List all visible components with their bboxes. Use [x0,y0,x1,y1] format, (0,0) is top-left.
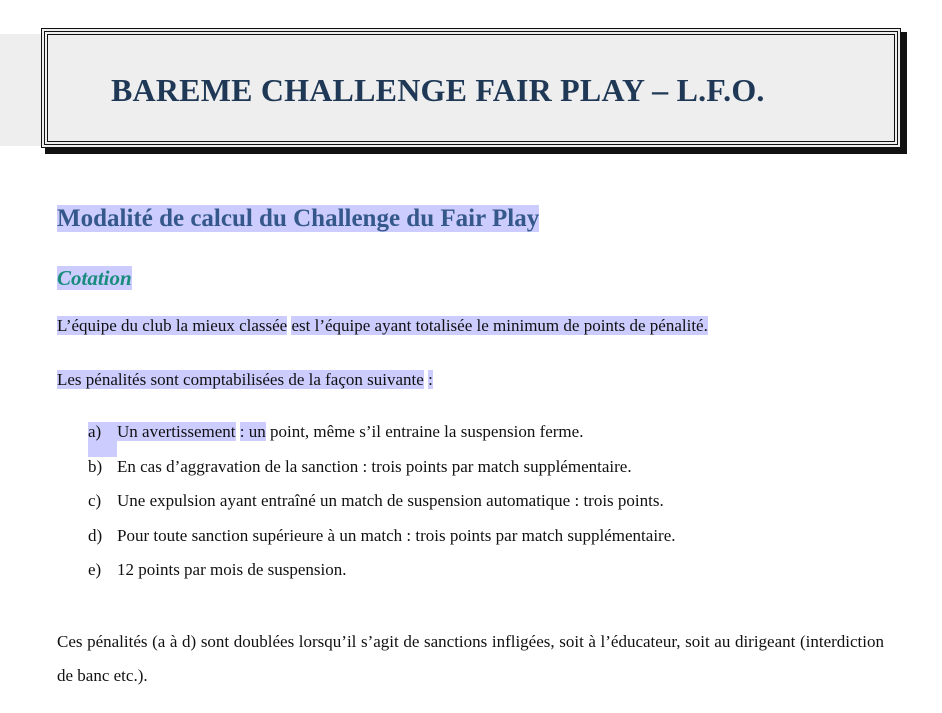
list-item [88,491,676,526]
margin-shade [0,34,42,146]
list-item [88,457,676,492]
list-item-marker: e) [88,560,102,579]
section-heading-text: Modalité de calcul du Challenge du Fair Play [57,205,540,232]
paragraph-ranking-part3: est l’équipe ayant totalisée le minimum de points de pénalité. [291,316,708,335]
list-item-text: point, même s’il entraine la suspension ferme. [265,422,584,441]
list-item-highlight-2: : un [239,422,266,441]
list-item [88,560,676,595]
list-item-text: Pour toute sanction supérieure à un match : trois points par match supplémentaire. [117,525,676,545]
subsection-heading [57,266,132,291]
closing-paragraph: Ces pénalités (a à d) sont doublées lorsqu’il s’agit de sanctions infligées, soit à l’éducateur, soit au dirigeant (interdiction de banc etc.). [57,632,884,685]
title-box-shadow-bottom [45,147,907,154]
paragraph-penalties-intro [57,370,433,390]
subsection-heading-text: Cotation [57,266,132,290]
list-item-marker: d) [88,525,103,545]
title-box-shadow-right [901,32,907,154]
list-item [88,422,676,457]
paragraph-penalties-part1: Les pénalités sont comptabilisées de la façon suivante [57,370,424,389]
document-title: BAREME CHALLENGE FAIR PLAY – L.F.O. [111,72,765,108]
paragraph-penalties-part3: : [428,370,433,389]
list-item-marker: c) [88,491,102,510]
list-item-highlight-1: Un avertissement [117,422,236,441]
list-item-text: En cas d’aggravation de la sanction : trois points par match supplémentaire. [117,456,632,476]
list-item-marker: a) [88,422,117,457]
list-item-text: Une expulsion ayant entraîné un match de suspension automatique : trois points. [117,491,664,510]
list-item [88,526,676,561]
paragraph-ranking-part1: L’équipe du club la mieux classée [57,316,288,335]
list-item-text: 12 points par mois de suspension. [117,560,347,579]
penalty-list [88,422,676,595]
paragraph-ranking [57,316,708,336]
section-heading [57,205,539,233]
list-item-marker: b) [88,456,103,476]
